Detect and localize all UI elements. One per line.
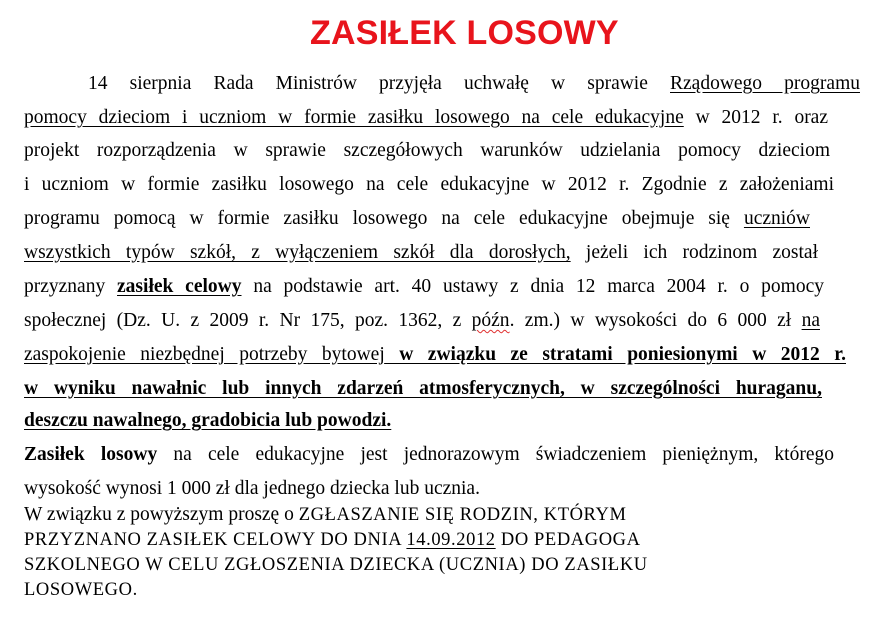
para1-line11: deszczu nawalnego, gradobicia lub powodzi. bbox=[24, 410, 392, 431]
text: przyznany bbox=[24, 276, 118, 297]
para1-line10: w wyniku nawałnic lub innych zdarzeń atmosferycznych, w szczególności huraganu, bbox=[24, 378, 822, 399]
text: W związku z powyższym proszę o bbox=[24, 504, 299, 525]
spellcheck-word: późn bbox=[471, 310, 510, 331]
students-link-cont[interactable]: wszystkich typów szkół, z wyłączeniem szkół dla dorosłych, bbox=[24, 242, 571, 263]
document-title: ZASIŁEK LOSOWY bbox=[310, 14, 619, 52]
para3-line3: SZKOLNEGO W CELU ZGŁOSZENIA DZIECKA (UCZNIA) DO ZASIŁKU bbox=[24, 555, 648, 575]
para1-line2 bbox=[24, 106, 828, 130]
para1-line9 bbox=[24, 343, 846, 367]
caps-text: ZGŁASZANIE SIĘ RODZIN, KTÓRYM bbox=[298, 505, 627, 525]
para1-line1 bbox=[24, 72, 860, 96]
para1-line4: i uczniom w formie zasiłku losowego na cele edukacyjne w 2012 r. Zgodnie z założeniami bbox=[24, 174, 834, 195]
text: jeżeli ich rodzinom został bbox=[570, 242, 818, 263]
para1-line8 bbox=[24, 309, 820, 333]
text: PRZYZNANO ZASIŁEK CELOWY DO DNIA bbox=[24, 530, 407, 550]
text: 14 sierpnia Rada Ministrów przyjęła uchwałę w sprawie bbox=[88, 73, 670, 94]
para3-line4: LOSOWEGO. bbox=[24, 580, 138, 600]
losses-text: w związku ze stratami poniesionymi w 2012 r. bbox=[384, 344, 846, 365]
text: . zm.) w wysokości do 6 000 zł bbox=[509, 310, 802, 331]
need-link[interactable]: na bbox=[801, 310, 820, 331]
students-link[interactable]: uczniów bbox=[743, 208, 810, 229]
para1-line3: projekt rozporządzenia w sprawie szczegółowych warunków udzielania pomocy dzieciom bbox=[24, 140, 830, 161]
para1-line6 bbox=[24, 241, 818, 265]
para2-line1 bbox=[24, 443, 834, 467]
text: w 2012 r. oraz bbox=[683, 107, 828, 128]
text: społecznej (Dz. U. z 2009 r. Nr 175, poz. 1362, z bbox=[24, 310, 472, 331]
program-link-cont[interactable]: pomocy dzieciom i uczniom w formie zasiłku losowego na cele edukacyjne bbox=[24, 107, 684, 128]
para1-line5 bbox=[24, 207, 810, 231]
need-link-cont[interactable]: zaspokojenie niezbędnej potrzeby bytowej bbox=[24, 344, 385, 365]
text: DO PEDAGOGA bbox=[495, 530, 641, 550]
para1-line7 bbox=[24, 275, 824, 299]
text: na podstawie art. 40 ustawy z dnia 12 marca 2004 r. o pomocy bbox=[241, 276, 824, 297]
random-benefit-term: Zasiłek losowy bbox=[24, 444, 158, 465]
para3-line1 bbox=[24, 503, 627, 527]
text: programu pomocą w formie zasiłku losowego na cele edukacyjne obejmuje się bbox=[24, 208, 744, 229]
program-link[interactable]: Rządowego programu bbox=[670, 73, 860, 94]
para3-line2 bbox=[24, 528, 641, 552]
text: na cele edukacyjne jest jednorazowym świadczeniem pieniężnym, którego bbox=[157, 444, 834, 465]
para2-line2: wysokość wynosi 1 000 zł dla jednego dziecka lub ucznia. bbox=[24, 478, 480, 499]
purpose-benefit-term: zasiłek celowy bbox=[117, 276, 242, 297]
deadline-date: 14.09.2012 bbox=[406, 530, 496, 550]
